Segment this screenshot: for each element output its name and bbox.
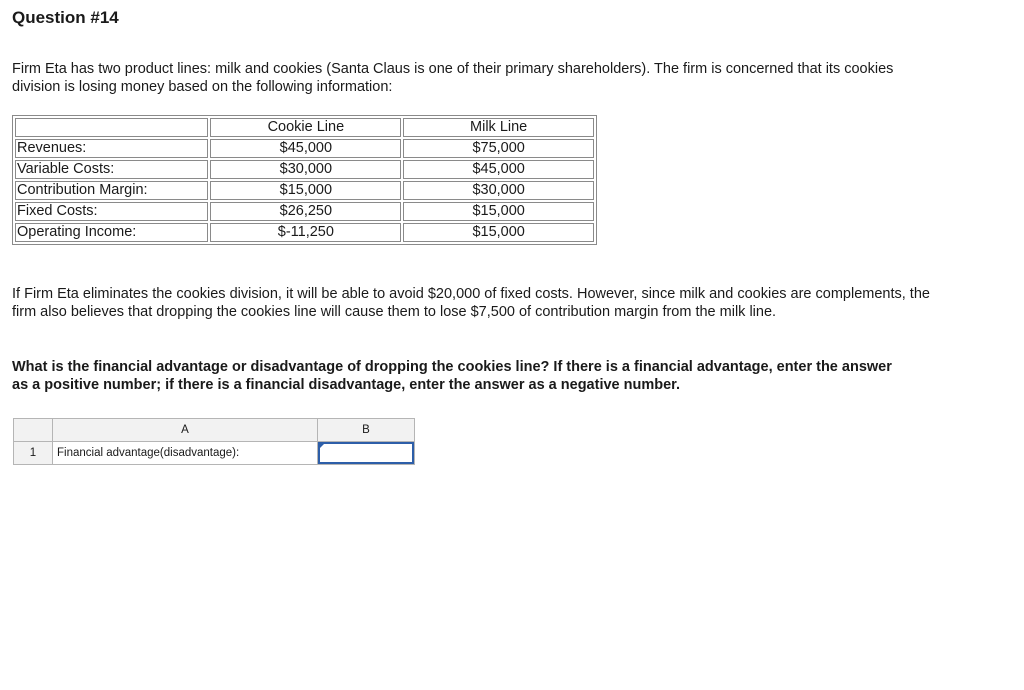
header-cookie-line: Cookie Line xyxy=(210,118,401,137)
row-number: 1 xyxy=(14,442,53,465)
milk-value: $75,000 xyxy=(403,139,594,158)
table-row xyxy=(15,139,594,158)
milk-value: $30,000 xyxy=(403,181,594,200)
financial-data-table xyxy=(12,115,597,245)
milk-value: $15,000 xyxy=(403,223,594,242)
table-row xyxy=(15,181,594,200)
answer-grid xyxy=(13,418,415,465)
row-label: Revenues: xyxy=(15,139,208,158)
milk-value: $45,000 xyxy=(403,160,594,179)
column-header-a: A xyxy=(53,419,318,442)
answer-grid-row xyxy=(14,442,415,465)
answer-row-label: Financial advantage(disadvantage): xyxy=(53,442,318,465)
row-label: Operating Income: xyxy=(15,223,208,242)
answer-grid-header-row xyxy=(14,419,415,442)
question-title: Question #14 xyxy=(12,8,119,27)
cookie-value: $15,000 xyxy=(210,181,401,200)
question-prompt: What is the financial advantage or disadvantage of dropping the cookies line? If there is a financial advantage, enter the answer as a positive number; if there is a financial disadvantage, enter the answer as a negative number. xyxy=(12,359,892,393)
cookie-value: $-11,250 xyxy=(210,223,401,242)
active-cell-marker-icon xyxy=(319,443,325,449)
header-blank-cell xyxy=(15,118,208,137)
answer-cell[interactable] xyxy=(318,442,415,465)
row-label: Contribution Margin: xyxy=(15,181,208,200)
column-header-b: B xyxy=(318,419,415,442)
grid-corner-cell xyxy=(14,419,53,442)
table-row xyxy=(15,223,594,242)
cookie-value: $45,000 xyxy=(210,139,401,158)
row-label: Fixed Costs: xyxy=(15,202,208,221)
cookie-value: $30,000 xyxy=(210,160,401,179)
intro-paragraph: Firm Eta has two product lines: milk and cookies (Santa Claus is one of their primary shareholders). The firm is concerned that its cookies division is losing money based on the following information: xyxy=(12,61,894,95)
financial-advantage-input[interactable] xyxy=(318,442,414,464)
scenario-paragraph: If Firm Eta eliminates the cookies division, it will be able to avoid $20,000 of fixed costs. However, since milk and cookies are complements, the firm also believes that dropping the cookies line will cause them to lose $7,500 of contribution margin from the milk line. xyxy=(12,286,930,320)
row-label: Variable Costs: xyxy=(15,160,208,179)
table-header-row xyxy=(15,118,594,137)
table-row xyxy=(15,202,594,221)
table-row xyxy=(15,160,594,179)
milk-value: $15,000 xyxy=(403,202,594,221)
cookie-value: $26,250 xyxy=(210,202,401,221)
header-milk-line: Milk Line xyxy=(403,118,594,137)
